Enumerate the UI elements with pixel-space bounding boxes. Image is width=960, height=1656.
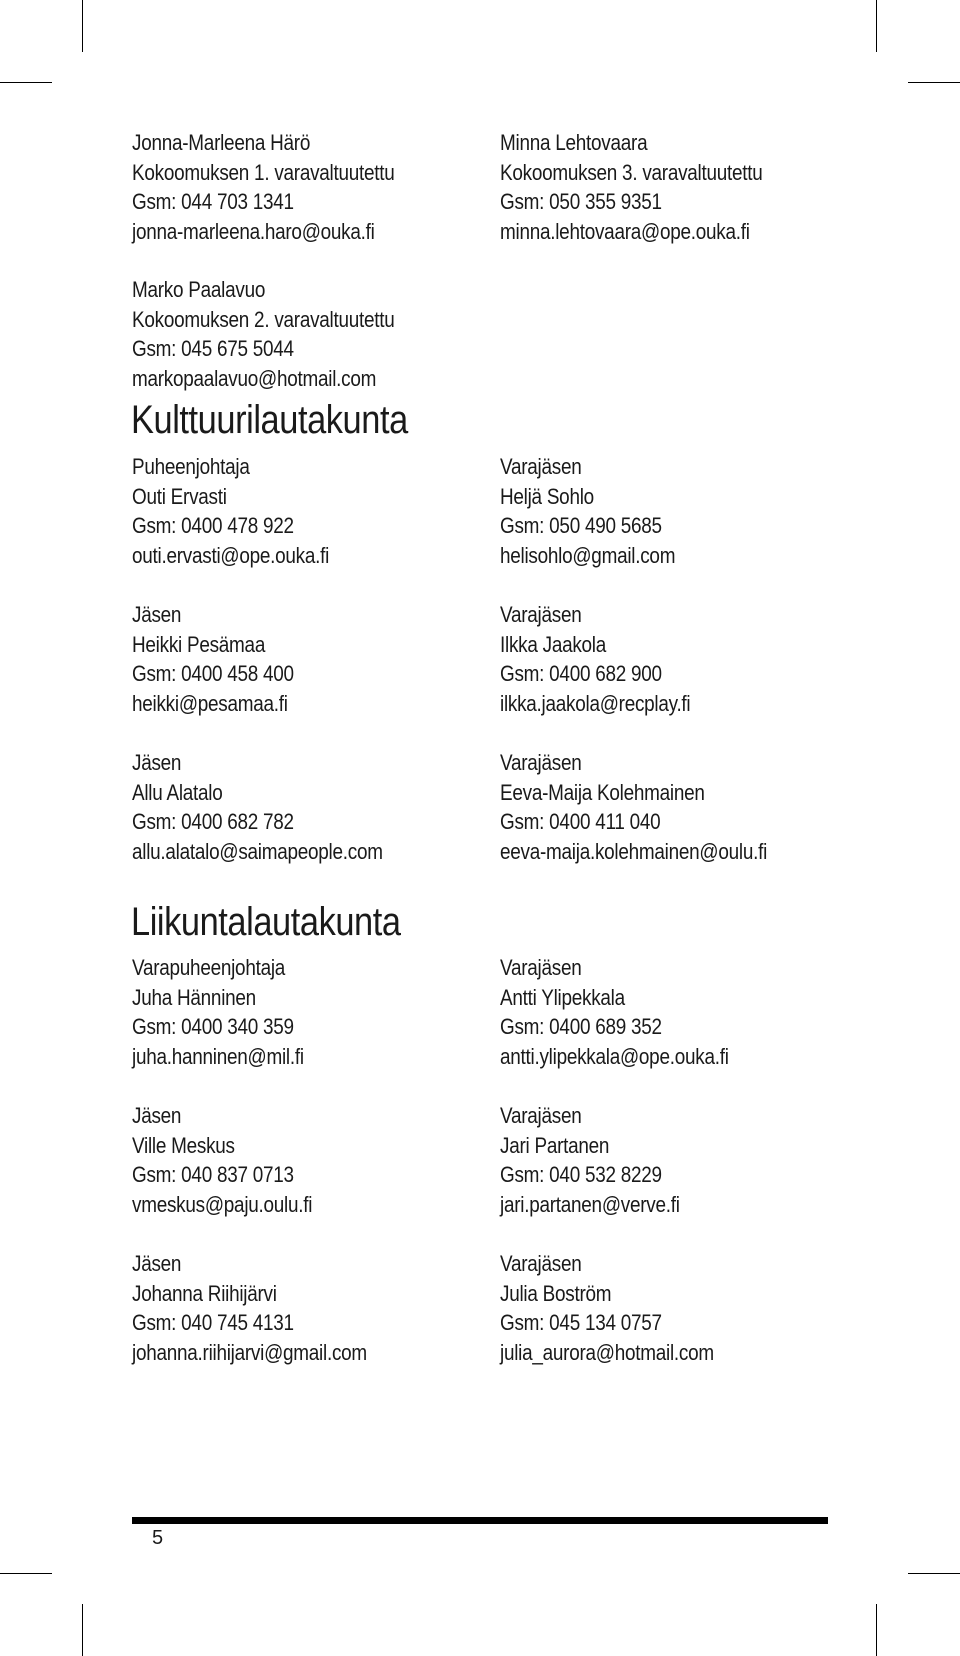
member-entry [132, 600, 442, 718]
member-entry [500, 452, 810, 570]
member-role: Varajäsen [500, 1103, 582, 1128]
contact-role: Kokoomuksen 3. varavaltuutettu [500, 159, 763, 185]
crop-mark [82, 1604, 83, 1656]
member-entry [132, 1249, 442, 1367]
member-phone: Gsm: 0400 689 352 [500, 1014, 662, 1039]
member-phone: Gsm: 050 490 5685 [500, 513, 662, 538]
member-email: helisohlo@gmail.com [500, 542, 676, 568]
member-email: julia_aurora@hotmail.com [500, 1339, 714, 1365]
member-email: vmeskus@paju.oulu.fi [132, 1191, 313, 1217]
crop-mark [908, 82, 960, 83]
member-email: eeva-maija.kolehmainen@oulu.fi [500, 838, 768, 864]
contact-phone: Gsm: 044 703 1341 [132, 189, 294, 214]
member-role: Varajäsen [500, 454, 582, 479]
member-name: Antti Ylipekkala [500, 984, 625, 1010]
section-heading: Kulttuurilautakunta [131, 398, 408, 442]
footer-rule [132, 1517, 828, 1524]
member-name: Heljä Sohlo [500, 483, 594, 509]
member-name: Juha Hänninen [132, 984, 256, 1010]
member-entry [500, 1249, 810, 1367]
contact-email: markopaalavuo@hotmail.com [132, 365, 377, 391]
member-phone: Gsm: 0400 411 040 [500, 809, 661, 834]
crop-mark [876, 1604, 877, 1656]
member-phone: Gsm: 0400 340 359 [132, 1014, 294, 1039]
member-entry [500, 953, 810, 1071]
contact-email: minna.lehtovaara@ope.ouka.fi [500, 218, 750, 244]
member-email: johanna.riihijarvi@gmail.com [132, 1339, 367, 1365]
section-heading: Liikuntalautakunta [131, 900, 401, 944]
member-entry [132, 953, 442, 1071]
member-role: Puheenjohtaja [132, 454, 250, 479]
contact-email: jonna-marleena.haro@ouka.fi [132, 218, 375, 244]
member-entry [132, 452, 442, 570]
member-phone: Gsm: 0400 458 400 [132, 661, 294, 686]
member-phone: Gsm: 0400 682 782 [132, 809, 294, 834]
crop-mark [0, 82, 52, 83]
member-phone: Gsm: 040 837 0713 [132, 1162, 294, 1187]
member-email: heikki@pesamaa.fi [132, 690, 288, 716]
member-phone: Gsm: 040 532 8229 [500, 1162, 662, 1187]
member-phone: Gsm: 040 745 4131 [132, 1310, 294, 1335]
member-email: allu.alatalo@saimapeople.com [132, 838, 383, 864]
member-name: Outi Ervasti [132, 483, 227, 509]
contact-name: Marko Paalavuo [132, 277, 266, 302]
member-role: Jäsen [132, 1251, 182, 1276]
contact-role: Kokoomuksen 2. varavaltuutettu [132, 306, 395, 332]
member-email: ilkka.jaakola@recplay.fi [500, 690, 691, 716]
member-role: Varajäsen [500, 955, 582, 980]
member-name: Ilkka Jaakola [500, 631, 607, 657]
contact-entry [132, 275, 442, 393]
member-role: Varajäsen [500, 602, 582, 627]
member-name: Heikki Pesämaa [132, 631, 266, 657]
member-email: jari.partanen@verve.fi [500, 1191, 680, 1217]
member-role: Varajäsen [500, 1251, 582, 1276]
contact-name: Jonna-Marleena Härö [132, 130, 311, 155]
crop-mark [876, 0, 877, 52]
crop-mark [0, 1573, 52, 1574]
crop-mark [908, 1573, 960, 1574]
contact-role: Kokoomuksen 1. varavaltuutettu [132, 159, 395, 185]
contact-phone: Gsm: 050 355 9351 [500, 189, 662, 214]
member-entry [500, 600, 810, 718]
member-entry [132, 748, 442, 866]
member-name: Johanna Riihijärvi [132, 1280, 277, 1306]
member-entry [500, 1101, 810, 1219]
member-name: Allu Alatalo [132, 779, 223, 805]
contact-entry [132, 128, 442, 246]
member-name: Eeva-Maija Kolehmainen [500, 779, 705, 805]
member-entry [500, 748, 810, 866]
member-role: Varajäsen [500, 750, 582, 775]
crop-mark [82, 0, 83, 52]
member-name: Jari Partanen [500, 1132, 610, 1158]
member-email: juha.hanninen@mil.fi [132, 1043, 304, 1069]
member-role: Jäsen [132, 602, 182, 627]
page-number: 5 [152, 1527, 164, 1549]
member-role: Varapuheenjohtaja [132, 955, 286, 980]
contact-phone: Gsm: 045 675 5044 [132, 336, 294, 361]
member-email: antti.ylipekkala@ope.ouka.fi [500, 1043, 729, 1069]
member-email: outi.ervasti@ope.ouka.fi [132, 542, 330, 568]
contact-entry [500, 128, 810, 246]
member-name: Julia Boström [500, 1280, 612, 1306]
member-phone: Gsm: 0400 682 900 [500, 661, 662, 686]
member-name: Ville Meskus [132, 1132, 235, 1158]
member-phone: Gsm: 0400 478 922 [132, 513, 294, 538]
member-phone: Gsm: 045 134 0757 [500, 1310, 662, 1335]
member-entry [132, 1101, 442, 1219]
contact-name: Minna Lehtovaara [500, 130, 648, 155]
member-role: Jäsen [132, 1103, 182, 1128]
member-role: Jäsen [132, 750, 182, 775]
